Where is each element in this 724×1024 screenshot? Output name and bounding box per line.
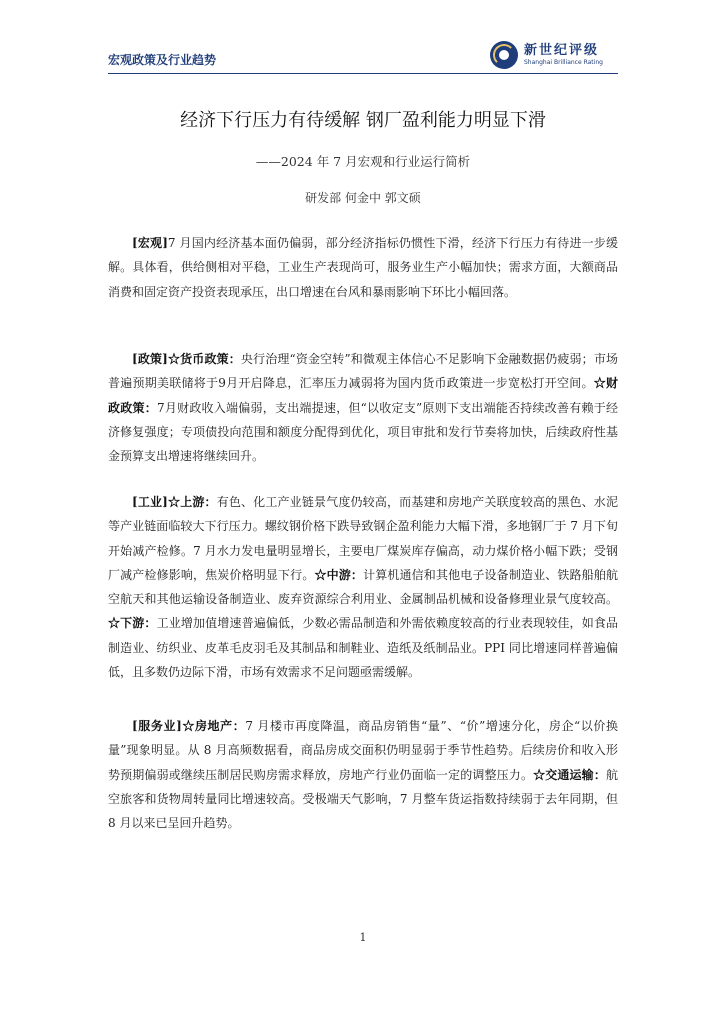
page-number: 1 bbox=[359, 931, 367, 944]
section-text: 有色、化工产业链景气度仍较高，而基建和房地产关联度较高的黑色、水泥等产业链面临较大下行压力。螺纹钢价格下跌导致钢企盈利能力大幅下滑，多地钢厂于 7 月下旬开始减产检修。7 月水力发电量明显增长，主要电厂煤炭库存偏高，动力煤价格小幅下跌；受钢厂减产检修影响，焦炭价格明显下行。 bbox=[108, 495, 618, 582]
section-tag: [工业] bbox=[132, 495, 168, 509]
section-text: 工业增加值增速普遍偏低，少数必需品制造和外需依赖度较高的行业表现较佳，如食品制造业、纺织业、皮革毛皮羽毛及其制品和制鞋业、造纸及纸制品业。PPI 同比增速同样普遍偏低，且多数仍边际下滑，市场有效需求不足问题亟需缓解。 bbox=[108, 616, 618, 680]
subsection-label: ☆交通运输： bbox=[533, 767, 606, 782]
section-industry bbox=[108, 490, 618, 684]
section-services bbox=[108, 714, 618, 835]
report-subtitle: ——2024 年 7 月宏观和行业运行简析 bbox=[255, 154, 471, 169]
section-policy bbox=[108, 347, 618, 468]
subsection-label: ☆财政政策： bbox=[108, 376, 618, 415]
section-tag: [宏观] bbox=[132, 236, 168, 250]
section-text: 计算机通信和其他电子设备制造业、铁路船舶航空航天和其他运输设备制造业、废弃资源综合利用业、金属制品机械和设备修理业景气度较高。 bbox=[108, 567, 618, 607]
report-authors: 研发部 何金中 郭文硕 bbox=[305, 191, 421, 205]
section-macro bbox=[108, 231, 618, 304]
section-text: 航空旅客和货物周转量同比增速较高。受极端天气影响，7 月整车货运指数持续弱于去年同期，但 8 月以来已呈回升趋势。 bbox=[108, 767, 618, 831]
subsection-label: ☆货币政策： bbox=[167, 352, 241, 366]
section-text: 7月财政收入端偏弱，支出端提速，但“以收定支”原则下支出端能否持续改善有赖于经济修复强度；专项债投向范围和额度分配得到优化，项目审批和发行节奏将加快，后续政府性基金预算支出增速将继续回升。 bbox=[108, 400, 618, 464]
section-tag: [服务业] bbox=[132, 719, 182, 733]
logo-name-cn: 新世纪评级 bbox=[524, 43, 600, 58]
subsection-label: ☆房地产： bbox=[181, 719, 246, 733]
report-title: 经济下行压力有待缓解 钢厂盈利能力明显下滑 bbox=[180, 110, 546, 131]
subsection-label: ☆下游： bbox=[108, 616, 157, 631]
subsection-label: ☆上游： bbox=[167, 495, 217, 509]
subsection-label: ☆中游： bbox=[314, 567, 364, 582]
section-text: 央行治理“资金空转”和微观主体信心不足影响下金融数据仍疲弱；市场普遍预期美联储将于9月开启降息，汇率压力减弱将为国内货币政策进一步宽松打开空间。 bbox=[108, 352, 618, 391]
section-text: 7 月国内经济基本面仍偏弱，部分经济指标仍惯性下滑，经济下行压力有待进一步缓解。具体看，供给侧相对平稳，工业生产表现尚可，服务业生产小幅加快；需求方面，大额商品消费和固定资产投资表现承压，出口增速在台风和暴雨影响下环比小幅回落。 bbox=[108, 236, 619, 299]
globe-logo-icon bbox=[490, 41, 518, 69]
header-divider bbox=[108, 73, 618, 74]
header-category: 宏观政策及行业趋势 bbox=[108, 53, 217, 67]
section-tag: [政策] bbox=[132, 352, 168, 366]
section-text: 7 月楼市再度降温，商品房销售“量”、“价”增速分化，房企“以价换量”现象明显。从 8 月高频数据看，商品房成交面积仍明显弱于季节性趋势。后续房价和收入形势预期偏弱或继续压制居民购房需求释放，房地产行业仍面临一定的调整压力。 bbox=[108, 719, 618, 782]
logo-name-en: Shanghai Brilliance Rating bbox=[524, 59, 603, 66]
brand-logo bbox=[490, 41, 603, 69]
